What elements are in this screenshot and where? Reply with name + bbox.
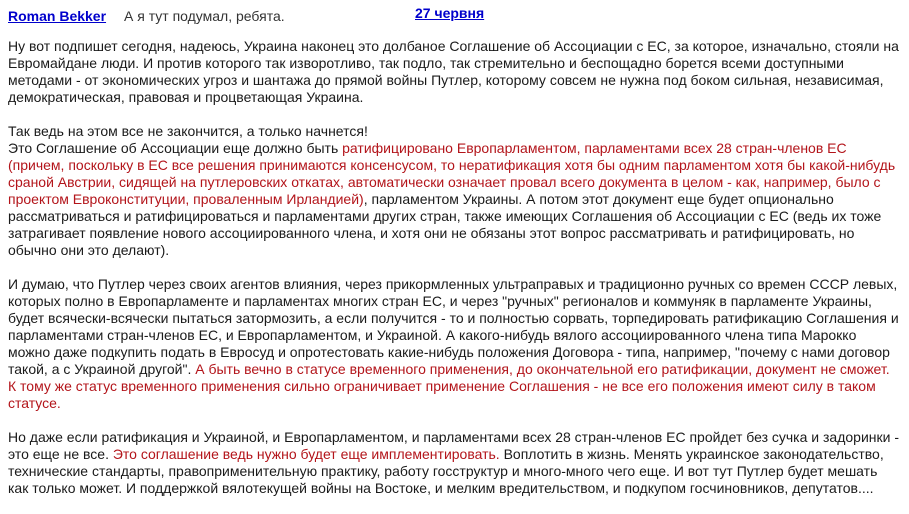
highlighted-text-segment: А быть вечно в статусе временного применения, до окончательной его ратификации, документ не сможет. К тому же статус временного применения сильно ограничивает применение Соглашения - не все его положения имеют силу в таком статусе. xyxy=(8,361,890,411)
paragraph-1 xyxy=(8,38,901,106)
post-header xyxy=(8,4,901,24)
text-segment: Так ведь на этом все не закончится, а только начнется! xyxy=(8,123,368,139)
text-segment: Это Соглашение об Ассоциации еще должно быть xyxy=(8,140,343,156)
highlighted-text-segment: ратифицировано Европарламентом, парламентами всех 28 стран-членов ЕС (причем, поскольку в ЕС все решения принимаются консенсусом, то нератификация хотя бы одним парламентом хотя бы какой-нибудь сраной Австрии, сидящей на путлеровских откатах, автоматически означает провал всего документа в целом - как, например, было с проектом Евроконституции, проваленным Ирландией) xyxy=(8,140,896,207)
paragraph-4 xyxy=(8,276,901,412)
highlighted-text-segment: Это соглашение ведь нужно будет еще имплементировать. xyxy=(112,446,500,462)
text-segment: Ну вот подпишет сегодня, надеюсь, Украина наконец это долбаное Соглашение об Ассоциации с ЕС, за которое, изначально, стояли на Евромайдане люди. И против которого так изворотливо, так подло, так стремительно и беспощадно борется всеми доступными методами - от экономических угроз и шантажа до прямой войны Путлер, которому совсем не нужна под боком сильная, независимая, демократическая, правовая и процветающая Украина. xyxy=(8,38,899,105)
paragraph-3 xyxy=(8,140,901,259)
post-date-link[interactable]: 27 червня xyxy=(415,5,485,21)
post-body xyxy=(8,38,901,514)
text-segment: Но даже если ратификация и Украиной, и Европарламентом, и парламентами всех 28 стран-членов ЕС пройдет без сучка и задоринки - это еще не все. xyxy=(8,429,899,462)
paragraph-2 xyxy=(8,123,901,140)
paragraph-5 xyxy=(8,429,901,497)
author-link[interactable]: Roman Bekker xyxy=(8,8,107,24)
text-segment: И думаю, что Путлер через своих агентов влияния, через прикормленных ультраправых и традиционно ручных со времен СССР левых, которых полно в Европарламенте и парламентах многих стран ЕС, и через "ручных" регионалов и коммуняк в парламенте Украины, будет всячески-всячески пытаться затормозить, а если получится - то и полностью сорвать, торпедировать ратификацию Соглашения и парламентами стран-членов ЕС, и Европарламентом, и Украиной. А какого-нибудь вялого ассоциированного члена типа Марокко можно даже подкупить подать в Евросуд и опротестовать какие-нибудь положения Договора - типа, например, "почему с нами договор такой, а с Украиной другой". xyxy=(8,276,899,377)
post-title: А я тут подумал, ребята. xyxy=(124,8,285,24)
text-segment: Воплотить в жизнь. Менять украинское законодательство, технические стандарты, правоприменительную практику, работу госструктур и много-много чего еще. И вот тут Путлер будет мешать как только может. И поддержкой вялотекущей войны на Востоке, и мелким вредительством, и подкупом госчиновников, депутатов.... xyxy=(8,446,884,496)
text-segment: , парламентом Украины. А потом этот документ еще будет опционально рассматриваться и ратифицироваться и парламентами других стран, также имеющих Соглашения об Ассоциации с ЕС (ведь их тоже затрагивает появление нового ассоциированного члена, и хотя они не обязаны этот вопрос рассматривать и ратифицировать, но обычно они это делают). xyxy=(8,191,882,258)
